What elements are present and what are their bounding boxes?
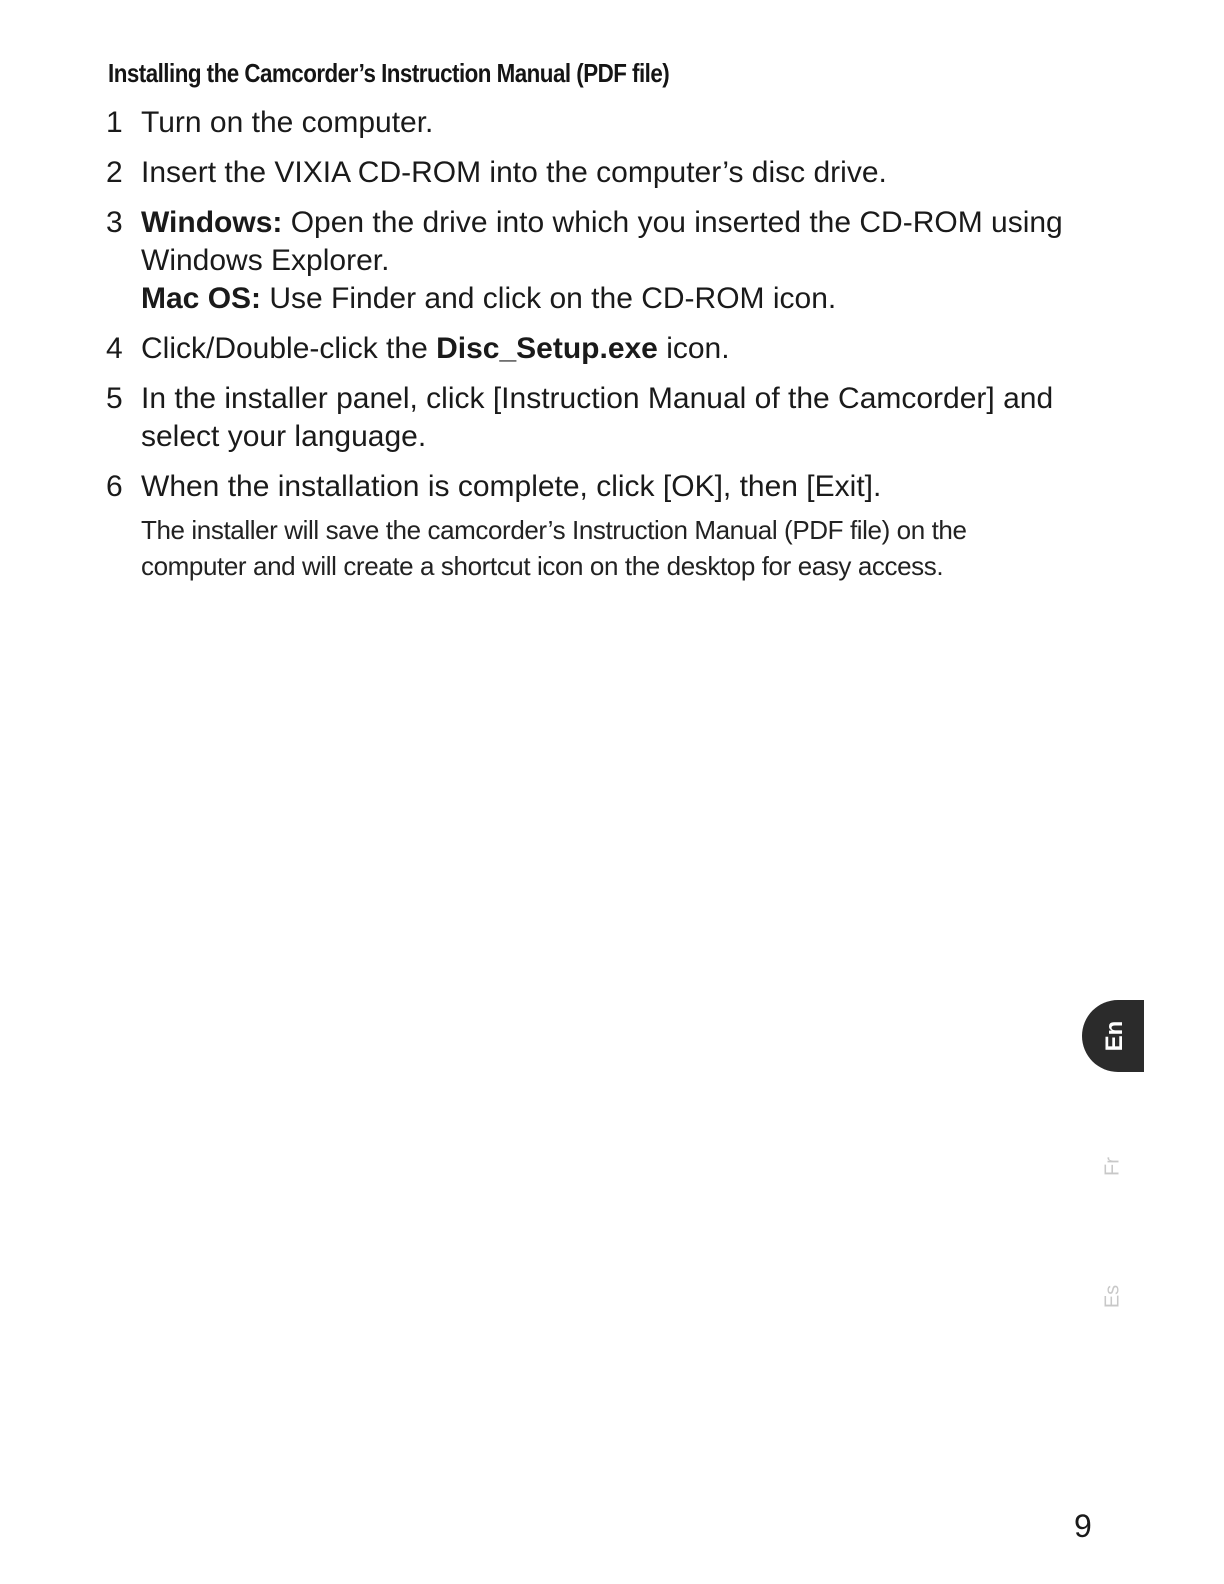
section-title: Installing the Camcorder’s Instruction Manual (PDF file) xyxy=(108,58,670,88)
page-number: 9 xyxy=(1074,1508,1092,1544)
setup-file-name: Disc_Setup.exe xyxy=(436,332,658,365)
mac-label: Mac OS: xyxy=(141,282,262,315)
step-note: The installer will save the camcorder’s Instruction Manual (PDF file) on the computer and will create a shortcut icon on the desktop for easy access. xyxy=(141,515,967,581)
step-2 xyxy=(106,154,1066,192)
language-tab-en xyxy=(1082,1000,1144,1072)
step-text-before: Click/Double-click the xyxy=(141,332,437,365)
windows-label: Windows: xyxy=(141,206,283,239)
step-number: 3 xyxy=(106,206,123,239)
step-number: 1 xyxy=(106,106,123,139)
step-4 xyxy=(106,330,1066,368)
step-number: 6 xyxy=(106,470,123,503)
installation-steps xyxy=(106,104,1066,596)
step-3 xyxy=(106,204,1066,318)
step-text xyxy=(141,204,1066,318)
mac-text: Use Finder and click on the CD-ROM icon. xyxy=(261,282,837,315)
step-text xyxy=(141,332,730,365)
step-text: Turn on the computer. xyxy=(141,106,434,139)
windows-text: Open the drive into which you inserted the CD-ROM using Windows Explorer. xyxy=(141,206,1063,277)
step-number: 4 xyxy=(106,332,123,365)
step-text: Insert the VIXIA CD-ROM into the computer’s disc drive. xyxy=(141,156,887,189)
step-text-after: icon. xyxy=(657,332,730,365)
step-6 xyxy=(106,468,1066,584)
step-1 xyxy=(106,104,1066,142)
step-text: In the installer panel, click [Instruction Manual of the Camcorder] and select your language. xyxy=(141,382,1054,453)
step-number: 5 xyxy=(106,382,123,415)
language-tab-fr: Fr xyxy=(1101,1157,1124,1176)
windows-instruction xyxy=(141,204,1066,280)
language-tab-label: En xyxy=(1101,1020,1128,1052)
step-5 xyxy=(106,380,1066,456)
language-tab-es: Es xyxy=(1101,1284,1124,1309)
step-text xyxy=(141,468,1066,584)
step-main-text: When the installation is complete, click [OK], then [Exit]. xyxy=(141,470,882,503)
step-number: 2 xyxy=(106,156,123,189)
mac-instruction xyxy=(141,280,1066,318)
